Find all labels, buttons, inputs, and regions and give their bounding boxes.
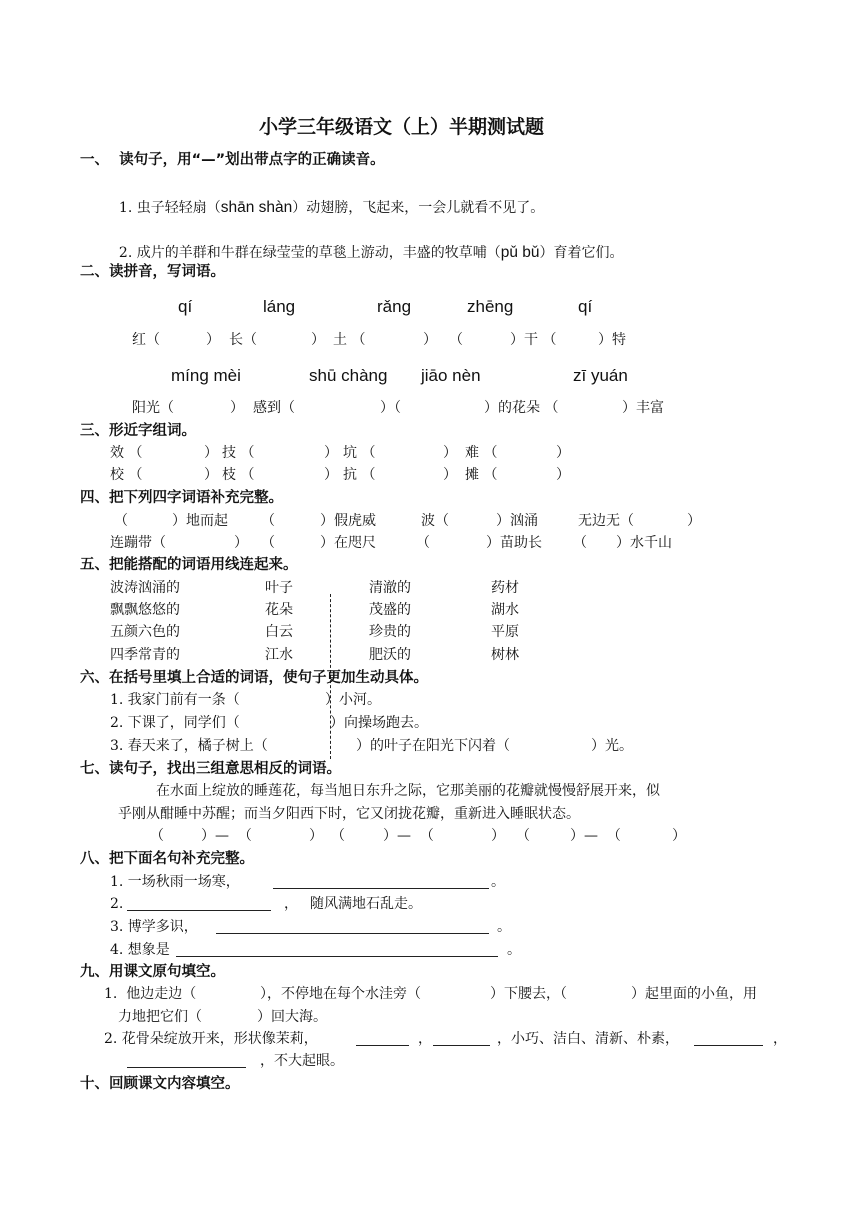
s6-q1-b: ）小河。	[325, 692, 381, 708]
s3-r1-a: 效 （	[110, 445, 143, 461]
s2-row1-c: 长（	[229, 332, 257, 348]
s3-r2-h: ）	[556, 467, 570, 483]
s9-q2b-1: ，不大起眼。	[260, 1053, 344, 1069]
s7-paragraph-line-1: 在水面上绽放的睡莲花，每当旭日东升之际，它那美丽的花瓣就慢慢舒展开来，似	[156, 783, 660, 799]
s6-q3-c: ）光。	[591, 738, 633, 754]
s2-row2-b: ）	[230, 400, 244, 416]
s5-c1-2: 飘飘悠悠的	[110, 602, 180, 618]
s7-ans-2c: ）	[491, 828, 505, 844]
s4-r2-f: ）苗助长	[486, 535, 542, 551]
s7-ans-2a: （	[331, 828, 345, 844]
section-8-heading: 八、把下面名句补充完整。	[80, 851, 254, 867]
s3-r2-d: ）	[324, 467, 338, 483]
s7-ans-3c: ）	[672, 828, 686, 844]
s9-q2-blank-4[interactable]	[127, 1067, 246, 1068]
pinyin-1: qí	[178, 297, 193, 316]
s4-r1-c: （	[261, 513, 275, 529]
s5-c3-2: 茂盛的	[369, 602, 411, 618]
s1-q1-pinyin: shān shàn	[220, 199, 293, 216]
s2-row2-d: ）（	[380, 400, 401, 416]
s8-q1-b: 。	[491, 874, 505, 890]
s4-r1-h: ）	[687, 513, 701, 529]
section-3-heading: 三、形近字组词。	[80, 423, 196, 439]
s3-r1-b: ）	[204, 445, 218, 461]
s4-r1-b: ）地而起	[172, 513, 228, 529]
pinyin-7: shū chàng	[309, 366, 388, 385]
s1-q2-pinyin: pǔ bǔ	[500, 244, 540, 261]
s4-r1-g: 无边无（	[578, 513, 634, 529]
s5-c2-4: 江水	[265, 647, 293, 663]
s2-row1-d: ）	[311, 332, 325, 348]
s1-q1-pre: 1. 虫子轻轻扇（	[118, 200, 221, 216]
s8-q4-b: 。	[507, 942, 521, 958]
s7-ans-1c: ）	[309, 828, 323, 844]
s3-r2-b: ）	[204, 467, 218, 483]
s8-q4-blank[interactable]	[176, 956, 498, 957]
page-title: 小学三年级语文（上）半期测试题	[259, 116, 545, 138]
s5-c3-1: 清澈的	[369, 580, 411, 596]
s6-q3-a: 3. 春天来了，橘子树上（	[110, 738, 268, 754]
s8-q2-blank[interactable]	[127, 910, 271, 911]
section-6-heading: 六、在括号里填上合适的词语，使句子更加生动具体。	[80, 670, 428, 686]
s3-r1-g: 难 （	[465, 445, 498, 461]
s7-ans-3b: ）— （	[570, 828, 621, 844]
s9-q2a-1: 2. 花骨朵绽放开来，形状像茉莉，	[104, 1031, 318, 1047]
s8-q2-a: 2.	[110, 896, 124, 912]
section-2-heading: 二、读拼音，写词语。	[80, 264, 225, 280]
s5-c2-1: 叶子	[265, 580, 293, 596]
section-10-heading: 十、回顾课文内容填空。	[80, 1076, 240, 1092]
s2-row1-b: ）	[206, 332, 220, 348]
s6-q3-b: ）的叶子在阳光下闪着（	[356, 738, 510, 754]
s9-q2-blank-2[interactable]	[433, 1045, 490, 1046]
section-9-heading: 九、用课文原句填空。	[80, 964, 225, 980]
s4-r2-b: ）	[234, 535, 248, 551]
section-5-heading: 五、把能搭配的词语用线连起来。	[80, 557, 298, 573]
s3-r2-e: 抗 （	[343, 467, 376, 483]
s5-c3-4: 肥沃的	[369, 647, 411, 663]
s9-q2-blank-3[interactable]	[694, 1045, 763, 1046]
s8-q1-a: 1. 一场秋雨一场寒，	[110, 874, 240, 890]
s3-r1-f: ）	[443, 445, 457, 461]
s6-q2-b: ）向操场跑去。	[330, 715, 428, 731]
s5-c4-2: 湖水	[491, 602, 519, 618]
s7-paragraph-line-2: 乎刚从酣睡中苏醒；而当夕阳西下时，它又闭拢花瓣，重新进入睡眠状态。	[118, 806, 580, 822]
section-1-heading: 一、 读句子，用“—”划出带点字的正确读音。	[80, 152, 385, 168]
s1-q2-post: ）育着它们。	[539, 245, 624, 261]
s2-row1-h: ）干 （	[510, 332, 557, 348]
s4-r2-h: ）水千山	[616, 535, 672, 551]
s2-row2-c: 感到（	[253, 400, 295, 416]
s5-c1-4: 四季常青的	[110, 647, 180, 663]
s5-c2-2: 花朵	[265, 602, 293, 618]
s1-question-2	[110, 231, 624, 261]
s4-r1-d: ）假虎威	[320, 513, 376, 529]
s5-c1-3: 五颜六色的	[110, 624, 180, 640]
s1-q1-post: ）动翅膀，飞起来，一会儿就看不见了。	[292, 200, 545, 216]
s5-c3-3: 珍贵的	[369, 624, 411, 640]
s9-q1b-2: ）回大海。	[257, 1009, 327, 1025]
s9-q1a-3: ）下腰去，（	[490, 986, 567, 1002]
s5-c4-4: 树林	[491, 647, 519, 663]
s8-q3-a: 3. 博学多识，	[110, 919, 198, 935]
pinyin-5: qí	[578, 297, 593, 316]
s3-r2-g: 摊 （	[465, 467, 498, 483]
pinyin-9: zī yuán	[573, 366, 628, 385]
s5-c2-3: 白云	[265, 624, 293, 640]
s2-row1-g: （	[449, 332, 463, 348]
s4-r2-e: （	[416, 535, 430, 551]
s8-q3-blank[interactable]	[216, 933, 489, 934]
s3-r1-h: ）	[556, 445, 570, 461]
s3-r2-c: 枝 （	[222, 467, 255, 483]
s1-q2-pre: 2. 成片的羊群和牛群在绿莹莹的草毯上游动，丰盛的牧草哺（	[118, 245, 501, 261]
s3-r1-d: ）	[324, 445, 338, 461]
s9-q1b-1: 力地把它们（	[118, 1009, 202, 1025]
s3-r1-e: 坑 （	[343, 445, 376, 461]
s4-r1-e: 波（	[421, 513, 449, 529]
s4-r2-c: （	[261, 535, 275, 551]
s4-r2-d: ）在咫尺	[320, 535, 376, 551]
s9-q1a-2: ），不停地在每个水洼旁（	[260, 986, 421, 1002]
s1-question-1	[110, 186, 544, 216]
s5-c1-1: 波涛汹涌的	[110, 580, 180, 596]
s2-row1-i: ）特	[598, 332, 626, 348]
s8-q1-blank[interactable]	[273, 888, 489, 889]
s7-ans-2b: ）— （	[383, 828, 434, 844]
s2-row2-f: ）丰富	[622, 400, 664, 416]
s9-q1a-1: 1. 他边走边（	[104, 986, 197, 1002]
s8-q2-c: 随风满地石乱走。	[310, 896, 422, 912]
s3-r2-a: 校 （	[110, 467, 143, 483]
s6-q1-a: 1. 我家门前有一条（	[110, 692, 240, 708]
s4-r1-f: ）汹涌	[496, 513, 538, 529]
s2-row1-a: 红（	[132, 332, 160, 348]
s6-q2-a: 2. 下课了，同学们（	[110, 715, 240, 731]
s9-q2a-2: ，	[418, 1031, 432, 1047]
s7-ans-1a: （	[150, 828, 164, 844]
section-7-heading: 七、读句子，找出三组意思相反的词语。	[80, 761, 341, 777]
s2-row1-e: 土 （	[333, 332, 366, 348]
s8-q4-a: 4. 想象是	[110, 942, 170, 958]
pinyin-2: láng	[263, 297, 296, 316]
s9-q2a-3: ，小巧、洁白、清新、朴素，	[497, 1031, 679, 1047]
pinyin-6: míng mèi	[171, 366, 241, 385]
s7-ans-1b: ）— （	[201, 828, 252, 844]
s2-row2-a: 阳光（	[132, 400, 174, 416]
s9-q1a-4: ）起里面的小鱼，用	[631, 986, 757, 1002]
section-4-heading: 四、把下列四字词语补充完整。	[80, 490, 283, 506]
s5-c4-3: 平原	[491, 624, 519, 640]
pinyin-8: jiāo nèn	[421, 366, 481, 385]
s2-row2-e: ）的花朵 （	[484, 400, 559, 416]
s4-r1-a: （	[114, 513, 128, 529]
s9-q2-blank-1[interactable]	[356, 1045, 409, 1046]
s4-r2-a: 连蹦带（	[110, 535, 166, 551]
s7-ans-3a: （	[516, 828, 530, 844]
s8-q2-b: ，	[284, 896, 298, 912]
s8-q3-b: 。	[497, 919, 511, 935]
pinyin-4: zhēng	[467, 297, 514, 316]
s3-r1-c: 技 （	[222, 445, 255, 461]
s3-r2-f: ）	[443, 467, 457, 483]
s5-c4-1: 药材	[491, 580, 519, 596]
pinyin-3: rǎng	[377, 297, 412, 316]
s4-r2-g: （	[573, 535, 587, 551]
s9-q2a-4: ，	[773, 1031, 787, 1047]
s2-row1-f: ）	[423, 332, 437, 348]
